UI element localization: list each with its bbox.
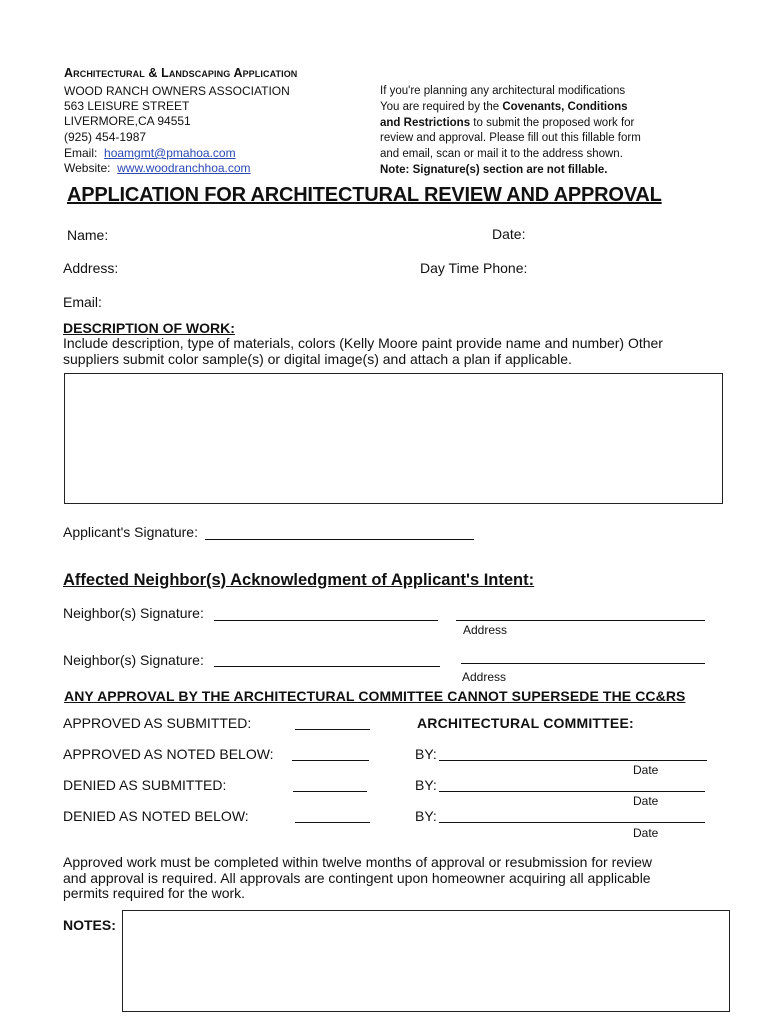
committee-date-label-2: Date xyxy=(633,794,659,808)
address-label: Address: xyxy=(63,260,119,276)
intro-line: You are required by the Covenants, Conditions xyxy=(380,100,628,113)
neighbor-signature-label-1: Neighbor(s) Signature: xyxy=(63,605,204,621)
association-city: LIVERMORE,CA 94551 xyxy=(64,114,191,128)
association-name: WOOD RANCH OWNERS ASSOCIATION xyxy=(64,84,290,98)
description-instructions: Include description, type of materials, colors (Kelly Moore paint provide name and number) Other suppliers submit color sample(s) or digital image(s) and attach a plan if applicable. xyxy=(63,335,663,367)
signature-note: Note: Signature(s) section are not fillable. xyxy=(380,163,608,176)
approved-as-noted-line xyxy=(292,760,369,761)
neighbor-signature-line-1 xyxy=(214,620,438,621)
committee-by-label-1: BY: xyxy=(415,746,437,762)
ccrs-warning: ANY APPROVAL BY THE ARCHITECTURAL COMMITTEE CANNOT SUPERSEDE THE CC&RS xyxy=(64,688,686,704)
neighbor-signature-label-2: Neighbor(s) Signature: xyxy=(63,652,204,668)
date-label: Date: xyxy=(492,226,526,242)
intro-instructions xyxy=(380,84,680,179)
approval-terms: Approved work must be completed within twelve months of approval or resubmission for review and approval is required. All approvals are contingent upon homeowner acquiring all applicable permits required for the work. xyxy=(63,854,653,901)
association-street: 563 LEISURE STREET xyxy=(64,99,190,113)
neighbor-address-label-1: Address xyxy=(463,623,508,637)
email-label: Email: xyxy=(64,146,98,160)
notes-textbox[interactable] xyxy=(122,910,730,1012)
description-heading: DESCRIPTION OF WORK: xyxy=(63,320,235,336)
denied-as-submitted-label: DENIED AS SUBMITTED: xyxy=(63,777,227,793)
committee-date-label-1: Date xyxy=(633,763,659,777)
email-field-label: Email: xyxy=(63,294,102,310)
intro-line: If you're planning any architectural modifications xyxy=(380,85,626,97)
committee-by-label-2: BY: xyxy=(415,777,437,793)
intro-line: and Restrictions to submit the proposed work for xyxy=(380,116,635,129)
applicant-signature-label: Applicant's Signature: xyxy=(63,524,198,540)
denied-as-noted-line xyxy=(295,822,370,823)
website-link[interactable]: www.woodranchhoa.com xyxy=(117,161,251,175)
date-field[interactable] xyxy=(542,225,687,241)
email-field[interactable] xyxy=(122,294,373,310)
association-website xyxy=(64,161,251,176)
name-field[interactable] xyxy=(124,226,368,242)
association-email xyxy=(64,146,236,161)
committee-by-line-2 xyxy=(439,791,705,792)
intro-line: review and approval. Please fill out this fillable form xyxy=(380,132,641,145)
neighbor-address-line-1 xyxy=(456,620,705,621)
intro-line: and email, scan or mail it to the address shown. xyxy=(380,148,623,161)
committee-by-label-3: BY: xyxy=(415,808,437,824)
website-label: Website: xyxy=(64,161,111,175)
neighbor-address-line-2 xyxy=(461,663,705,664)
description-textbox[interactable] xyxy=(64,373,723,504)
denied-as-submitted-line xyxy=(293,791,367,792)
neighbors-heading: Affected Neighbor(s) Acknowledgment of Applicant's Intent: xyxy=(63,571,535,589)
committee-by-line-1 xyxy=(439,760,707,761)
committee-heading: ARCHITECTURAL COMMITTEE: xyxy=(417,715,634,731)
page-title: APPLICATION FOR ARCHITECTURAL REVIEW AND APPROVAL xyxy=(67,184,662,206)
daytime-phone-field[interactable] xyxy=(543,259,689,275)
committee-by-line-3 xyxy=(439,822,705,823)
neighbor-signature-line-2 xyxy=(214,666,440,667)
approved-as-submitted-line xyxy=(295,729,370,730)
neighbor-address-label-2: Address xyxy=(462,670,507,684)
email-link[interactable]: hoamgmt@pmahoa.com xyxy=(104,146,236,160)
denied-as-noted-label: DENIED AS NOTED BELOW: xyxy=(63,808,249,824)
notes-label: NOTES: xyxy=(63,917,116,933)
daytime-phone-label: Day Time Phone: xyxy=(420,260,528,276)
applicant-signature-line xyxy=(205,539,474,540)
form-header-title: Architectural & Landscaping Application xyxy=(64,66,298,80)
approved-as-noted-label: APPROVED AS NOTED BELOW: xyxy=(63,746,274,762)
committee-date-label-3: Date xyxy=(633,826,659,840)
name-label: Name: xyxy=(67,227,109,243)
address-field[interactable] xyxy=(124,262,368,278)
association-phone: (925) 454-1987 xyxy=(64,130,147,144)
approved-as-submitted-label: APPROVED AS SUBMITTED: xyxy=(63,715,252,731)
